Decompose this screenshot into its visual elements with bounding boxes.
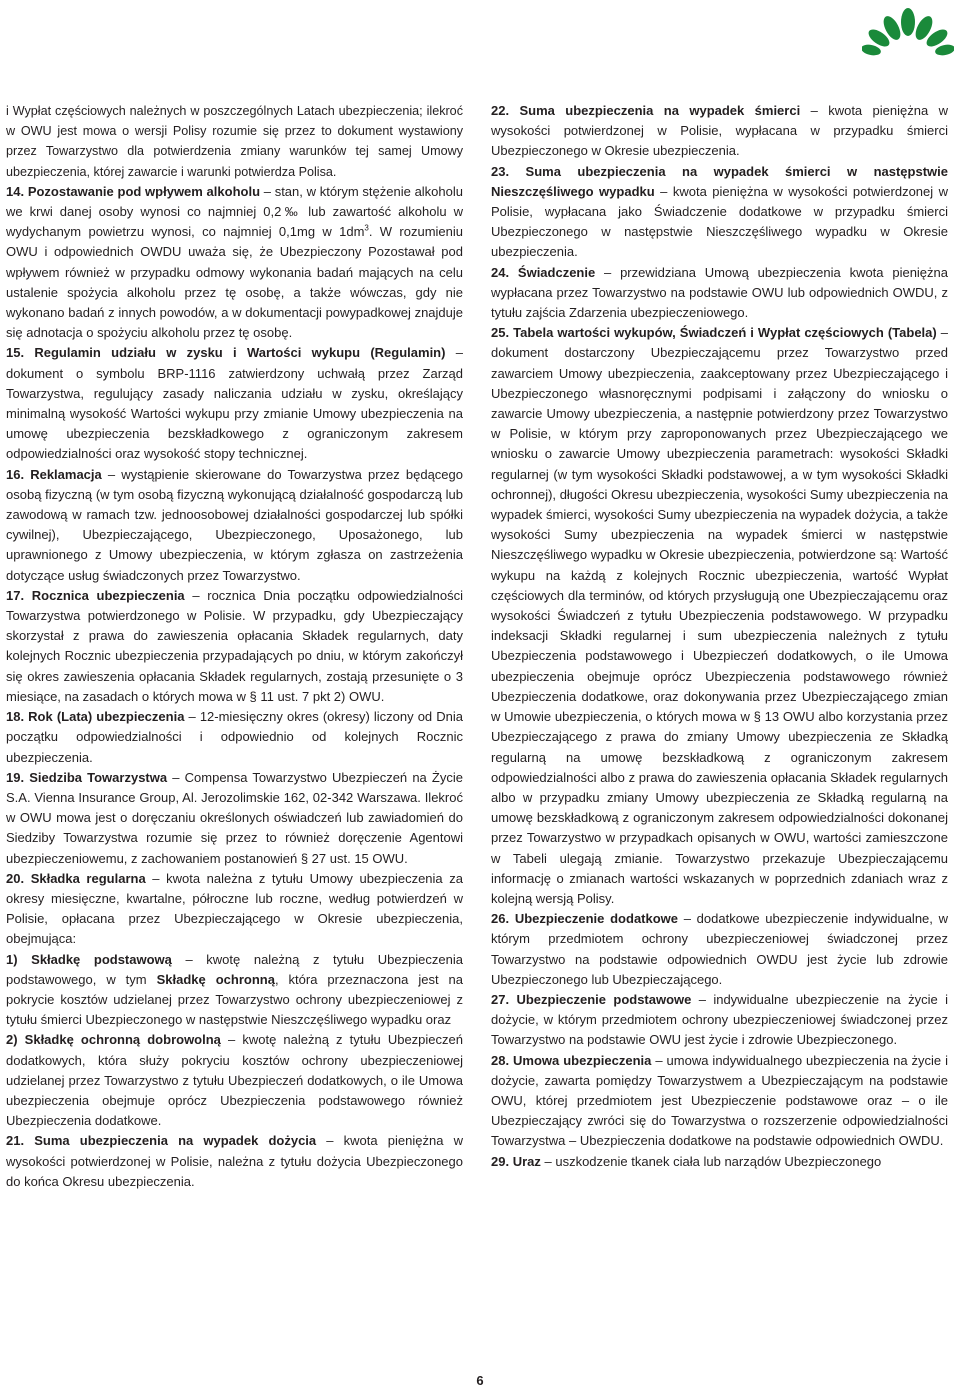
definition-text: – kwota pieniężna w wysokości potwierdzonej w Polisie, należna z tytułu dożycia Ubezpieczonego do końca Okresu ubezpieczenia. xyxy=(6,1133,463,1189)
definition-text: – 12-miesięczny okres (okresy) liczony od Dnia początku odpowiedzialności i odpowiednio od kolejnych Rocznic ubezpieczenia. xyxy=(6,709,463,765)
definition-term: Umowa ubezpieczenia xyxy=(513,1052,652,1068)
page-number: 6 xyxy=(476,1373,484,1388)
definition-number: 18. xyxy=(6,709,25,725)
sub-item-term: 1) Składkę podstawową xyxy=(6,951,172,967)
definition-19 xyxy=(6,768,463,869)
definition-number: 25. xyxy=(491,325,510,341)
definition-term: Ubezpieczenie dodatkowe xyxy=(514,911,679,927)
definition-number: 27. xyxy=(491,991,510,1007)
definition-21 xyxy=(6,1131,463,1192)
definition-term: Rocznica ubezpieczenia xyxy=(31,587,185,603)
definition-text: – uszkodzenie tkanek ciała lub narządów Ubezpieczonego xyxy=(540,1153,882,1169)
definition-number: 14. xyxy=(6,183,25,199)
definition-term: Rok (Lata) ubezpieczenia xyxy=(28,709,185,725)
definition-term: Ubezpieczenie podstawowe xyxy=(516,991,692,1007)
definition-number: 20. xyxy=(6,870,25,886)
definition-term: Regulamin udziału w zysku i Wartości wykupu (Regulamin) xyxy=(34,345,446,361)
definition-term: Uraz xyxy=(512,1153,541,1169)
definition-term: Świadczenie xyxy=(517,264,596,280)
definition-text: – indywidualne ubezpieczenie na życie i dożycie, w którym przedmiotem ochrony ubezpieczeniowej świadczonej przez Towarzystwo na podstawie OWU jest życie i zdrowie Ubezpieczonego. xyxy=(491,991,948,1048)
definition-number: 16. xyxy=(6,466,25,482)
definition-term: Suma ubezpieczenia na wypadek śmierci w następstwie Nieszczęśliwego wypadku xyxy=(491,163,948,199)
definition-number: 21. xyxy=(6,1133,25,1149)
definition-text: – kwota należna z tytułu Umowy ubezpieczenia za okresy miesięczne, kwartalne, półroczne lub roczne, według potwierdzeń w Polisie, opłacana przez Ubezpieczającego w Okresie ubezpieczenia, obejmująca: xyxy=(6,870,463,947)
definition-text: – wystąpienie skierowane do Towarzystwa przez będącego osobą fizyczną (w tym osobą fizyczną wykonującą działalność gospodarczą lub zawodową w ramach tzw. jednoosobowej działalności gospodarczej lub spółki cywilnej), Ubezpieczającego, Ubezpieczonego, Uposażonego, lub uprawnionego z Umowy ubezpieczenia, w którym zgłasza on zastrzeżenia dotyczące usług świadczonych przez Towarzystwo. xyxy=(6,466,463,583)
right-column xyxy=(491,101,948,1172)
definition-20-item-2 xyxy=(6,1030,463,1131)
definition-text: – kwota pieniężna w wysokości potwierdzonej w Polisie, wypłacana w przypadku śmierci Ubezpieczonego w Okresie ubezpieczenia. xyxy=(491,103,948,159)
definition-text: – dokument dostarczony Ubezpieczającemu przez Towarzystwo przed zawarciem Umowy ubezpieczenia, zaakceptowany przez Ubezpieczającego i Ubezpieczonego własnoręcznymi podpisami i załączony do wniosku o zawarcie Umowy ubezpieczenia, a następnie potwierdzony przez Towarzystwo w Polisie, w którym przy zaproponowanych przez Ubezpieczającego we wniosku o zawarcie Umowy ubezpieczenia parametrach: wysokości Składki regularnej (w tym wysokości Składki podstawowej, a w tym wysokości Składki ochronnej), długości Okresu ubezpieczenia, wysokości Sumy ubezpieczenia na wypadek śmierci, wysokości Sumy ubezpieczenia na wypadek dożycia, a także wysokości Sumy ubezpieczenia na wypadek śmierci w następstwie Nieszczęśliwego wypadku w Okresie ubezpieczenia, potwierdzone są: Wartość wykupu na każdą z kolejnych Rocznic ubezpieczenia, wartość Wypłat częściowych dla terminów, od których przysługują one Ubezpieczającemu oraz wysokości Świadczeń z tytułu Ubezpieczenia podstawowego. W przypadku indeksacji Składki regularnej i sum ubezpieczenia należnych z tytułu Ubezpieczenia podstawowego i Ubezpieczeń dodatkowych, o ile Umowa ubezpieczenia obejmuje oprócz Ubezpieczenia podstawowego również Ubezpieczenia dodatkowe, oraz dokonywania przez Ubezpieczającego zmian w Umowie ubezpieczenia, o których mowa w § 13 OWU albo korzystania przez Ubezpieczającego z prawa do zmiany Umowy ubezpieczenia ze Składką regularną na umowę bezskładkową z ograniczonym zakresem odpowiedzialności albo z prawa do zawieszenia opłacania Składek regularnych albo w przypadku zmiany Umowy ubezpieczenia ze Składką regularną na umowę bezskładkową z ograniczonym zakresem odpowiedzialności dokonanej przez Towarzystwo w przypadkach opisanych w OWU, wartości zamieszczone w Tabeli ulegają zmianie. Towarzystwo przekazuje Ubezpieczającemu informację o zmianach wartości wskazanych w poprzednich zdaniach wraz z kolejną wersją Polisy. xyxy=(491,325,948,906)
definition-text: – rocznica Dnia początku odpowiedzialności Towarzystwa potwierdzonego w Polisie. W przypadku, gdy Ubezpieczający skorzystał z prawa do zawieszenia opłacania Składek regularnych, daty kolejnych Rocznic ubezpieczenia przypadających po dniu, w którym zakończył się okres zawieszenia opłacania Składek regularnych, zostają przesunięte o 3 miesiące, na zasadach o których mowa w § 11 ust. 7 pkt 2) OWU. xyxy=(6,587,463,704)
definition-number: 28. xyxy=(491,1052,510,1068)
definition-24 xyxy=(491,263,948,324)
sub-item-text: – kwotę należną z tytułu Ubezpieczenia podstawowego, w tym xyxy=(6,951,463,987)
definition-term: Składka regularna xyxy=(30,870,146,886)
definition-text: – Compensa Towarzystwo Ubezpieczeń na Życie S.A. Vienna Insurance Group, Al. Jerozolimskie 162, 02-342 Warszawa. Ilekroć w OWU mowa jest o doręczaniu określonych oświadczeń lub zawiadomień do Siedziby Towarzystwa rozumie się przez to również doręczenie Agentowi ubezpieczeniowemu, z zachowaniem postanowień § 27 ust. 15 OWU. xyxy=(6,769,463,866)
definition-29 xyxy=(491,1152,948,1172)
definition-term: Siedziba Towarzystwa xyxy=(29,769,168,785)
definition-text: – umowa indywidualnego ubezpieczenia na życie i dożycie, zawarta pomiędzy Towarzystwem a Ubezpieczającym na podstawie OWU, której przedmiotem jest Ubezpieczenie podstawowe oraz – o ile Ubezpieczający zwróci się do Towarzystwa o rozszerzenie odpowiedzialności Towarzystwa – Ubezpieczenia dodatkowe na podstawie odpowiednich OWDU. xyxy=(491,1052,948,1149)
definition-term: Pozostawanie pod wpływem alkoholu xyxy=(27,183,261,199)
compensa-leaf-logo-icon xyxy=(862,8,954,58)
definition-25 xyxy=(491,323,948,909)
definition-17 xyxy=(6,586,463,707)
definition-15 xyxy=(6,343,463,464)
definition-20 xyxy=(6,869,463,950)
intro-paragraph: i Wypłat częściowych należnych w poszczególnych Latach ubezpieczenia; ilekroć w OWU jest mowa o wersji Polisy rozumie się przez to dokument wystawiony przez Towarzystwo dla potwierdzenia zmiany warunków tej samej Umowy ubezpieczenia, której zawarcie i warunki potwierdza Polisa. xyxy=(6,104,463,179)
definition-14 xyxy=(6,182,463,344)
definition-16 xyxy=(6,465,463,586)
sub-item-text-continued: , która przeznaczona jest na pokrycie kosztów udzielanej przez Towarzystwo ochrony ubezpieczeniowej z tytułu śmierci Ubezpieczonego w następstwie Nieszczęśliwego wypadku oraz xyxy=(6,971,463,1028)
definition-term: Suma ubezpieczenia na wypadek dożycia xyxy=(34,1133,317,1149)
definition-text-continued: . W rozumieniu OWU i odpowiednich OWDU uważa się, że Ubezpieczony Pozostawał pod wpływem również w przypadku odmowy wykonania badań mających na celu ustalenie spożycia alkoholu przez tę osobę, a także wówczas, gdy nie wykonano badań z innych powodów, a w dokumentacji powypadkowej znajduje się adnotacja o spożyciu alkoholu przez tę osobę. xyxy=(6,224,463,341)
sub-item-inline-term: Składkę ochronną xyxy=(156,971,275,987)
definition-number: 15. xyxy=(6,345,25,361)
definition-term: Reklamacja xyxy=(30,466,102,482)
definition-18 xyxy=(6,707,463,768)
superscript: 3 xyxy=(364,223,369,233)
definition-22 xyxy=(491,101,948,162)
definition-text: – dodatkowe ubezpieczenie indywidualne, w którym przedmiotem ochrony ubezpieczeniowej świadczonej przez Towarzystwo na podstawie odpowiednich OWDU jest życie lub zdrowie Ubezpieczonego lub Ubezpieczającego. xyxy=(491,911,948,987)
definition-number: 22. xyxy=(491,103,510,118)
definition-term: Suma ubezpieczenia na wypadek śmierci xyxy=(519,103,801,118)
left-column xyxy=(6,101,463,1192)
definition-20-item-1 xyxy=(6,950,463,1031)
definition-text: – kwota pieniężna w wysokości potwierdzonej w Polisie, wypłacana jako Świadczenie dodatkowe w przypadku śmierci Ubezpieczonego w następstwie Nieszczęśliwego wypadku w Okresie ubezpieczenia. xyxy=(491,183,948,260)
definition-text: – stan, w którym stężenie alkoholu we krwi danej osoby wynosi co najmniej 0,2‰ lub zawartość alkoholu w wydychanym powietrzu wynosi, co najmniej 0,1mg w 1dm xyxy=(6,183,463,240)
definition-term: Tabela wartości wykupów, Świadczeń i Wypłat częściowych (Tabela) xyxy=(513,325,937,341)
definition-number: 29. xyxy=(491,1153,510,1169)
definition-number: 23. xyxy=(491,163,510,179)
definition-27 xyxy=(491,990,948,1051)
definition-number: 24. xyxy=(491,264,510,280)
definition-26 xyxy=(491,909,948,990)
definition-number: 17. xyxy=(6,587,25,603)
sub-item-term: 2) Składkę ochronną dobrowolną xyxy=(6,1032,221,1048)
sub-item-text: – kwotę należną z tytułu Ubezpieczeń dodatkowych, która służy pokryciu kosztów ochrony ubezpieczeniowej udzielanej przez Towarzystwo z tytułu Ubezpieczeń dodatkowych, o ile Umowa ubezpieczenia obejmuje oprócz Ubezpieczenia podstawowego również Ubezpieczenia dodatkowe. xyxy=(6,1032,463,1129)
definition-number: 26. xyxy=(491,911,510,927)
definition-28 xyxy=(491,1051,948,1152)
definition-number: 19. xyxy=(6,769,25,785)
definition-23 xyxy=(491,162,948,263)
definition-text: – przewidziana Umową ubezpieczenia kwota pieniężna wypłacana przez Towarzystwo na podstawie OWU lub odpowiednich OWDU, z tytułu zajścia Zdarzenia ubezpieczeniowego. xyxy=(491,264,948,321)
definition-text: – dokument o symbolu BRP-1116 zatwierdzony uchwałą przez Zarząd Towarzystwa, regulujący zasady naliczania udziału w zysku, określający minimalną wysokość Wartości wykupu przy zmianie Umowy ubezpieczenia na umowę ubezpieczenia bezskładkowego z ograniczonym zakresem odpowiedzialności oraz wysokość stopy technicznej. xyxy=(6,345,463,462)
